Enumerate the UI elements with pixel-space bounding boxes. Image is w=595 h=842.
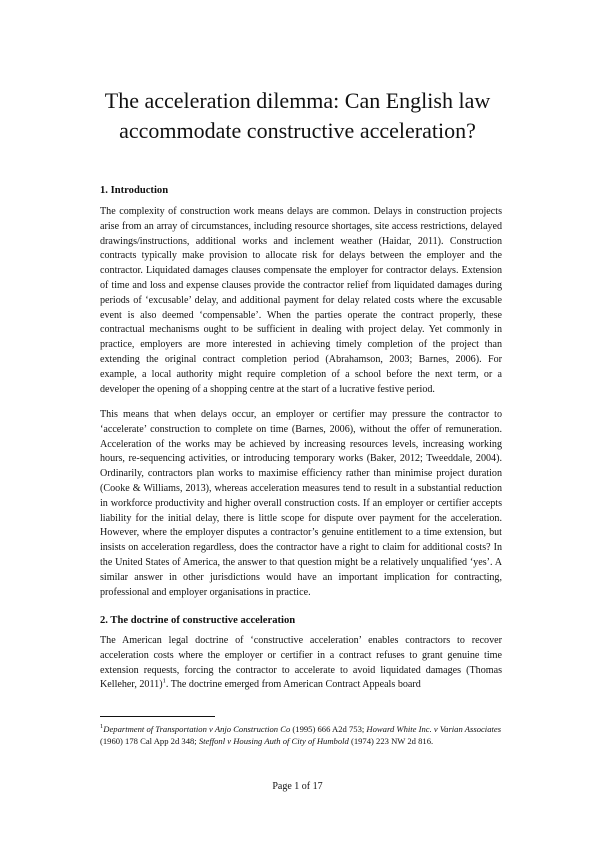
page-number: Page 1 of 17 xyxy=(272,781,323,792)
section-heading-doctrine: 2. The doctrine of constructive acceleration xyxy=(100,615,296,626)
intro-paragraph-2: This means that when delays occur, an employer or certifier may pressure the contractor to ‘accelerate’ construction to complete on time (Barnes, 2006), without the offer of remuneration. Acceleration of the works may be achieved by increasing resources levels, increasing working hours, re-sequencing activities, or introducing temporary works (Baker, 2012; Tweeddale, 2004). Ordinarily, contractors plan works to maximise efficiency rather than minimise project duration (Cooke & Williams, 2013), whereas acceleration measures tend to result in a substantial reduction in workforce productivity and higher overall construction costs. If an employer or certifier accepts liability for the initial delay, there is little scope for dispute over payment for the acceleration. However, where the employer disputes a contractor’s genuine entitlement to a time extension, but insists on acceleration regardless, does the contractor have a right to claim for additional costs? In the United States of America, the answer to that question might be a relatively unqualified ‘yes’. A similar answer in other jurisdictions would have an important implication for contracting, professional and employer organisations in practice. xyxy=(100,409,502,598)
footnote-cite-1: (1995) 666 A2d 753; xyxy=(290,724,367,734)
paper-title xyxy=(60,86,535,146)
footnote-divider xyxy=(100,716,215,717)
doctrine-paragraph-tail: . The doctrine emerged from American Contract Appeals board xyxy=(165,679,421,691)
doctrine-paragraph xyxy=(100,634,502,693)
footnote-cite-3: (1974) 223 NW 2d 816. xyxy=(348,736,434,746)
title-line-2: accommodate constructive acceleration? xyxy=(119,118,476,143)
footnote xyxy=(100,723,502,747)
section-heading-introduction: 1. Introduction xyxy=(100,185,169,196)
footnote-case-1: Department of Transportation v Anjo Construction Co xyxy=(103,724,291,734)
intro-paragraph-1: The complexity of construction work means delays are common. Delays in construction projects arise from an array of circumstances, including resource shortages, site access restrictions, delayed drawings/instructions, additional works and inclement weather (Haidar, 2011). Construction contracts typically make provision to allocate risk for delays between the employer and the contractor. Liquidated damages clauses compensate the employer for contractor delays. Extension of time and loss and expense clauses provide the contractor relief from liquidated damages during periods of ‘excusable’ delay, and additional payment for delay related costs where the excusable event is also deemed ‘compensable’. When the parties operate the contract properly, these contractual mechanisms ought to be sufficient in dealing with project delay. Yet commonly in practice, employers are more interested in achieving timely completion of the project than extending the original contract completion period (Abrahamson, 2003; Barnes, 2006). For example, a local authority might require completion of a school before the next term, or a developer the opening of a shopping centre at the start of a lucrative festive period. xyxy=(100,206,502,395)
footnote-cite-2: (1960) 178 Cal App 2d 348; xyxy=(100,736,199,746)
doctrine-paragraph-text: The American legal doctrine of ‘constructive acceleration’ enables contractors to recover acceleration costs where the employer or certifier in a contract refuses to grant genuine time extension requests, forcing the contractor to accelerate to avoid liquidated damages (Thomas Kelleher, 2011) xyxy=(100,635,502,691)
footnote-case-3: Steffonl v Housing Auth of City of Humbold xyxy=(198,736,349,746)
footnote-reference[interactable]: 1 xyxy=(162,678,166,686)
title-line-1: The acceleration dilemma: Can English law xyxy=(104,88,491,113)
footnote-case-2: Howard White Inc. v Varian Associates xyxy=(366,724,502,734)
footnote-marker: 1 xyxy=(100,723,104,731)
